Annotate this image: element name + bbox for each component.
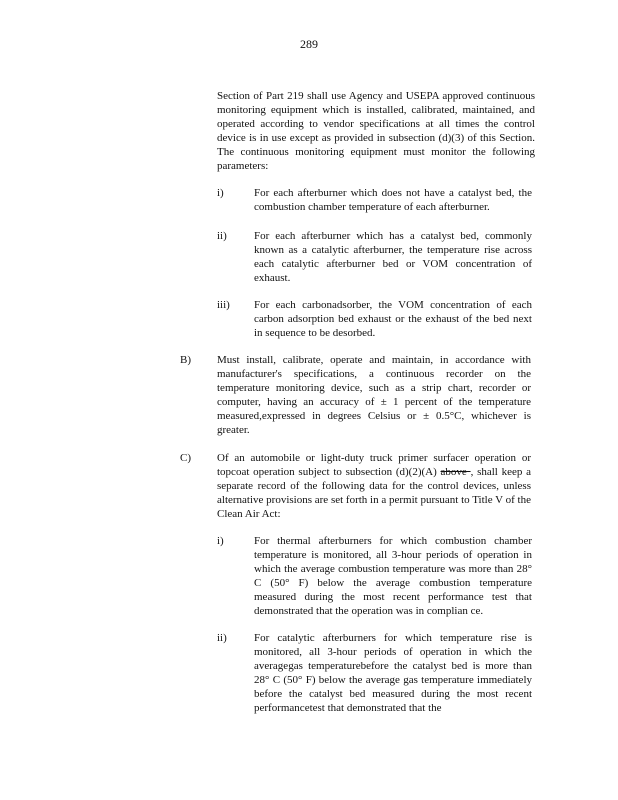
section-label-c: C) [180,452,191,464]
section-text-c-part1: Of an automobile or light-duty truck primer surfacer operation or topcoat operation subject to subsection (d)(2)(A) [217,452,531,478]
section-label-b: B) [180,354,191,366]
section-text-c-part2: , shall keep a separate record of the following data for the control devices, unless alternative provisions are set forth in a permit pursuant to Title V of the Clean Air Act: [217,466,531,520]
list-item-text: For catalytic afterburners for which temperature rise is monitored, all 3-hour periods of operation in which the averagegas temperaturebefore the catalyst bed is more than 28° C (50° F) below the average gas temperature immediately before the catalyst bed measured during the most recent performancetest that demonstrated that the [254,632,532,714]
list-item-label: ii) [217,230,227,242]
list-item-text: For each carbonadsorber, the VOM concentration of each carbon adsorption bed exhaust or the exhaust of the bed next in sequence to be desorbed. [254,299,532,339]
section-text-b: Must install, calibrate, operate and maintain, in accordance with manufacturer's specifications, a continuous recorder on the temperature monitoring device, such as a strip chart, recorder or computer, having an accuracy of ± 1 percent of the temperature measured,expressed in degrees Celsius or ± 0.5°C, whichever is greater. [217,354,531,436]
list-item-label: i) [217,187,224,199]
section-text-c [217,451,531,521]
list-item-label: i) [217,535,224,547]
intro-paragraph: Section of Part 219 shall use Agency and USEPA approved continuous monitoring equipment which is installed, calibrated, maintained, and operated according to vendor specifications at all times the control device is in use except as provided in subsection (d)(3) of this Section. The continuous monitoring equipment must monitor the following parameters: [217,90,535,172]
list-item-label: ii) [217,632,227,644]
list-item-text: For thermal afterburners for which combustion chamber temperature is monitored, all 3-hour periods of operation in which the average combustion temperature was more than 28° C (50° F) below the average combustion temperature measured during the most recent performance test that demonstrated that the operation was in complian ce. [254,535,532,617]
list-item-label: iii) [217,299,230,311]
list-item-text: For each afterburner which has a catalyst bed, commonly known as a catalytic afterburner, the temperature rise across each catalytic afterburner bed or VOM concentration of exhaust. [254,230,532,284]
page-number: 289 [300,37,318,51]
list-item-text: For each afterburner which does not have a catalyst bed, the combustion chamber temperature of each afterburner. [254,187,532,213]
struck-text: above [440,466,471,478]
